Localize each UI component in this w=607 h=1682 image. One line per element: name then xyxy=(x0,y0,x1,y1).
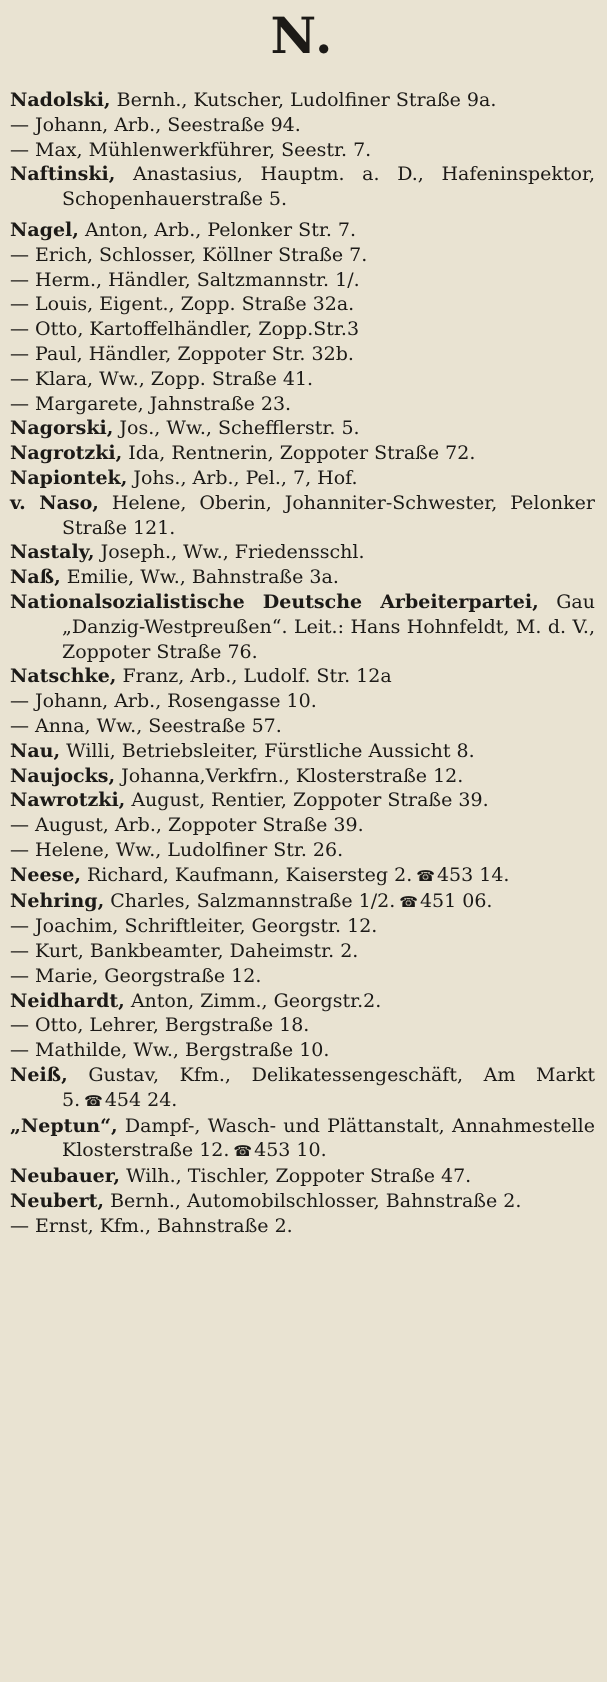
directory-entry xyxy=(10,317,595,342)
directory-entry xyxy=(10,889,595,915)
directory-entry xyxy=(10,714,595,739)
entry-surname: v. Naso, xyxy=(10,491,99,514)
directory-entry xyxy=(10,268,595,293)
entry-surname: Naujocks, xyxy=(10,764,116,787)
entry-details: Ida, Rentnerin, Zoppoter Straße 72. xyxy=(128,442,476,465)
entry-details: — Johann, Arb., Rosengasse 10. xyxy=(10,690,317,713)
directory-entry xyxy=(10,1189,595,1214)
directory-entry xyxy=(10,1214,595,1239)
directory-entry xyxy=(10,689,595,714)
entry-details: — Mathilde, Ww., Bergstraße 10. xyxy=(10,1039,330,1062)
entry-details: Charles, Salzmannstraße 1/2. xyxy=(110,889,396,912)
entry-details: Anastasius, Hauptm. a. D., Hafeninspektor, Schopenhauerstraße 5. xyxy=(62,163,595,211)
entry-details: Johs., Arb., Pel., 7, Hof. xyxy=(133,466,358,489)
entry-details: — Marie, Georgstraße 12. xyxy=(10,964,262,987)
entry-details: — Kurt, Bankbeamter, Daheimstr. 2. xyxy=(10,940,359,963)
entry-details: — Max, Mühlenwerkführer, Seestr. 7. xyxy=(10,138,372,161)
entry-surname: Neubauer, xyxy=(10,1165,121,1188)
entry-list xyxy=(10,88,595,1239)
entry-details: Jos., Ww., Schefflerstr. 5. xyxy=(119,417,360,440)
directory-entry xyxy=(10,863,595,889)
entry-details: Anton, Arb., Pelonker Str. 7. xyxy=(84,218,357,241)
directory-entry xyxy=(10,88,595,113)
entry-details: Dampf-, Wasch- und Plättanstalt, Annahmestelle Klosterstraße 12. xyxy=(62,1114,595,1162)
entry-surname: „Neptun“, xyxy=(10,1114,118,1137)
entry-details: Anton, Zimm., Georgstr.2. xyxy=(130,989,382,1012)
entry-surname: Nationalsozialistische Deutsche Arbeiterpartei, xyxy=(10,590,539,613)
entry-details: Bernh., Automobilschlosser, Bahnstraße 2. xyxy=(110,1190,522,1213)
directory-entry xyxy=(10,491,595,541)
entry-details: Richard, Kaufmann, Kaisersteg 2. xyxy=(87,863,413,886)
directory-entry xyxy=(10,565,595,590)
directory-entry xyxy=(10,113,595,138)
entry-surname: Neiß, xyxy=(10,1064,68,1087)
directory-entry xyxy=(10,664,595,689)
directory-entry xyxy=(10,914,595,939)
entry-details: — Paul, Händler, Zoppoter Str. 32b. xyxy=(10,342,354,365)
entry-details: — Klara, Ww., Zopp. Straße 41. xyxy=(10,367,314,390)
entry-surname: Neese, xyxy=(10,863,81,886)
entry-surname: Nagorski, xyxy=(10,417,114,440)
entry-surname: Nastaly, xyxy=(10,541,95,564)
entry-details: — Otto, Kartoffelhändler, Zopp.Str.3 xyxy=(10,318,360,341)
directory-entry xyxy=(10,466,595,491)
directory-entry xyxy=(10,788,595,813)
directory-entry xyxy=(10,838,595,863)
directory-entry xyxy=(10,243,595,268)
entry-surname: Nadolski, xyxy=(10,89,111,111)
entry-details: Emilie, Ww., Bahnstraße 3a. xyxy=(66,566,339,589)
telephone-icon: ☎ xyxy=(399,892,418,911)
directory-entry xyxy=(10,416,595,441)
entry-details: August, Rentier, Zoppoter Straße 39. xyxy=(131,789,489,812)
entry-details: — Anna, Ww., Seestraße 57. xyxy=(10,714,282,737)
directory-entry xyxy=(10,989,595,1014)
directory-entry xyxy=(10,1013,595,1038)
directory-entry xyxy=(10,218,595,243)
directory-entry xyxy=(10,813,595,838)
directory-entry xyxy=(10,1164,595,1189)
directory-entry xyxy=(10,162,595,212)
entry-surname: Neubert, xyxy=(10,1190,105,1213)
directory-entry xyxy=(10,739,595,764)
directory-entry xyxy=(10,292,595,317)
entry-surname: Napiontek, xyxy=(10,466,128,489)
entry-details: — Ernst, Kfm., Bahnstraße 2. xyxy=(10,1214,293,1237)
entry-surname: Nagrotzki, xyxy=(10,442,123,465)
telephone-icon: ☎ xyxy=(416,866,435,885)
entry-surname: Nawrotzki, xyxy=(10,789,126,812)
entry-details: — Otto, Lehrer, Bergstraße 18. xyxy=(10,1014,310,1037)
entry-details: Franz, Arb., Ludolf. Str. 12a xyxy=(122,665,392,688)
entry-surname: Naftinski, xyxy=(10,163,116,186)
entry-phone: 451 06. xyxy=(419,889,493,912)
entry-phone: 453 10. xyxy=(254,1139,327,1162)
entry-details: — Johann, Arb., Seestraße 94. xyxy=(10,113,301,136)
entry-details: — Joachim, Schriftleiter, Georgstr. 12. xyxy=(10,915,378,938)
directory-entry xyxy=(10,342,595,367)
entry-details: — Margarete, Jahnstraße 23. xyxy=(10,392,292,415)
directory-entry xyxy=(10,441,595,466)
entry-details: Helene, Oberin, Johanniter-Schwester, Pelonker Straße 121. xyxy=(62,491,595,539)
entry-details: Johanna,Verkfrn., Klosterstraße 12. xyxy=(121,764,464,787)
entry-details: — Herm., Händler, Saltzmannstr. 1/. xyxy=(10,268,360,291)
directory-entry xyxy=(10,939,595,964)
directory-entry xyxy=(10,367,595,392)
entry-details: Gau „Danzig-Westpreußen“. Leit.: Hans Hohnfeldt, M. d. V., Zoppoter Straße 76. xyxy=(62,590,595,663)
directory-entry xyxy=(10,590,595,664)
directory-entry xyxy=(10,1038,595,1063)
entry-details: Gustav, Kfm., Delikatessengeschäft, Am Markt 5. xyxy=(62,1064,596,1111)
directory-entry xyxy=(10,764,595,789)
entry-surname: Neidhardt, xyxy=(10,989,125,1012)
telephone-icon: ☎ xyxy=(233,1142,253,1161)
entry-details: — August, Arb., Zoppoter Straße 39. xyxy=(10,814,364,837)
directory-entry xyxy=(10,1063,595,1114)
entry-surname: Natschke, xyxy=(10,665,117,688)
section-letter: N. xyxy=(270,6,335,65)
entry-phone: 453 14. xyxy=(436,863,510,886)
entry-details: Joseph., Ww., Friedensschl. xyxy=(100,541,365,564)
entry-details: — Erich, Schlosser, Köllner Straße 7. xyxy=(10,243,368,266)
entry-details: — Louis, Eigent., Zopp. Straße 32a. xyxy=(10,293,355,316)
directory-entry xyxy=(10,138,595,163)
directory-entry xyxy=(10,540,595,565)
entry-surname: Nehring, xyxy=(10,889,105,912)
telephone-icon: ☎ xyxy=(84,1091,103,1110)
entry-phone: 454 24. xyxy=(104,1088,178,1111)
entry-details: Wilh., Tischler, Zoppoter Straße 47. xyxy=(126,1165,472,1188)
entry-surname: Nagel, xyxy=(10,218,79,241)
entry-details: — Helene, Ww., Ludolfiner Str. 26. xyxy=(10,838,344,861)
directory-entry xyxy=(10,964,595,989)
directory-entry xyxy=(10,1114,595,1165)
entry-surname: Naß, xyxy=(10,566,61,589)
entry-details: Willi, Betriebsleiter, Fürstliche Aussicht 8. xyxy=(66,739,475,762)
entry-surname: Nau, xyxy=(10,739,61,762)
entry-details: Bernh., Kutscher, Ludolfiner Straße 9a. xyxy=(116,89,497,111)
directory-entry xyxy=(10,392,595,417)
